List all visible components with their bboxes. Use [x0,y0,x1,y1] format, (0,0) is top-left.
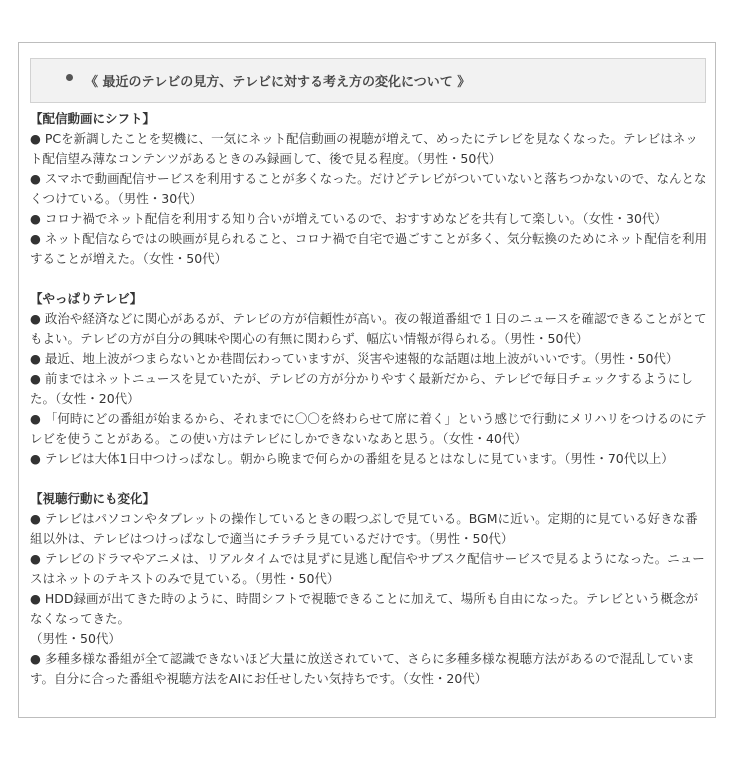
comment-entry: ● ネット配信ならではの映画が見られること、コロナ禍で自宅で過ごすことが多く、気分転換のためにネット配信を利用することが増えた。（女性・50代） [30,231,708,266]
comment-entry: （男性・50代） [30,631,121,646]
section-header [30,58,706,103]
comment-entry: ● 多種多様な番組が全て認識できないほど大量に放送されていて、さらに多種多様な視聴方法があるので混乱しています。自分に合った番組や視聴方法をAIにお任せしたい気持ちです。（女性・20代） [30,651,695,686]
comment-entry: ● 「何時にどの番組が始まるから、それまでに〇〇を終わらせて席に着く」という感じで行動にメリハリをつけるのにテレビを使うことがある。この使い方はテレビにしかできないなあと思う。（女性・40代） [30,411,707,446]
bullet-icon [66,74,73,81]
comment-entry: ● PCを新調したことを契機に、一気にネット配信動画の視聴が増えて、めったにテレビを見なくなった。テレビはネット配信望み薄なコンテンツがあるときのみ録画して、後で見る程度。（男性・50代） [30,131,698,166]
survey-comments [30,109,710,689]
comment-entry: ● 最近、地上波がつまらないとか巷間伝わっていますが、災害や速報的な話題は地上波がいいです。（男性・50代） [30,351,679,366]
header-title: 《 最近のテレビの見方、テレビに対する考え方の変化について 》 [85,75,471,90]
section-streaming-shift [30,109,710,269]
comment-entry: ● 前まではネットニュースを見ていたが、テレビの方が分かりやすく最新だから、テレビで毎日チェックするようにした。（女性・20代） [30,371,693,406]
comment-entry: ● テレビは大体1日中つけっぱなし。朝から晩まで何らかの番組を見るとはなしに見ています。（男性・70代以上） [30,451,674,466]
comment-entry: ● テレビのドラマやアニメは、リアルタイムでは見ずに見逃し配信やサブスク配信サービスで見るようになった。ニュースはネットのテキストのみで見ている。（男性・50代） [30,551,705,586]
comment-entry: ● HDD録画が出てきた時のように、時間シフトで視聴できることに加えて、場所も自由になった。テレビという概念がなくなってきた。 [30,591,699,626]
section-heading: 【配信動画にシフト】 [30,111,156,126]
section-heading: 【視聴行動にも変化】 [30,491,156,506]
comment-entry: ● 政治や経済などに関心があるが、テレビの方が信頼性が高い。夜の報道番組で１日のニュースを確認できることがとてもよい。テレビの方が自分の興味や関心の有無に関わらず、幅広い情報が得られる。（男性・50代） [30,311,707,346]
comment-entry: ● コロナ禍でネット配信を利用する知り合いが増えているので、おすすめなどを共有して楽しい。（女性・30代） [30,211,667,226]
section-heading: 【やっぱりテレビ】 [30,291,143,306]
article-box [18,42,716,718]
section-still-tv [30,289,710,469]
comment-entry: ● スマホで動画配信サービスを利用することが多くなった。だけどテレビがついていないと落ちつかないので、なんとなくつけている。（男性・30代） [30,171,707,206]
comment-entry: ● テレビはパソコンやタブレットの操作しているときの暇つぶしで見ている。BGMに近い。定期的に見ている好きな番組以外は、テレビはつけっぱなしで適当にチラチラ見ているだけです。（男性・50代） [30,511,698,546]
section-viewing-behavior [30,489,710,689]
